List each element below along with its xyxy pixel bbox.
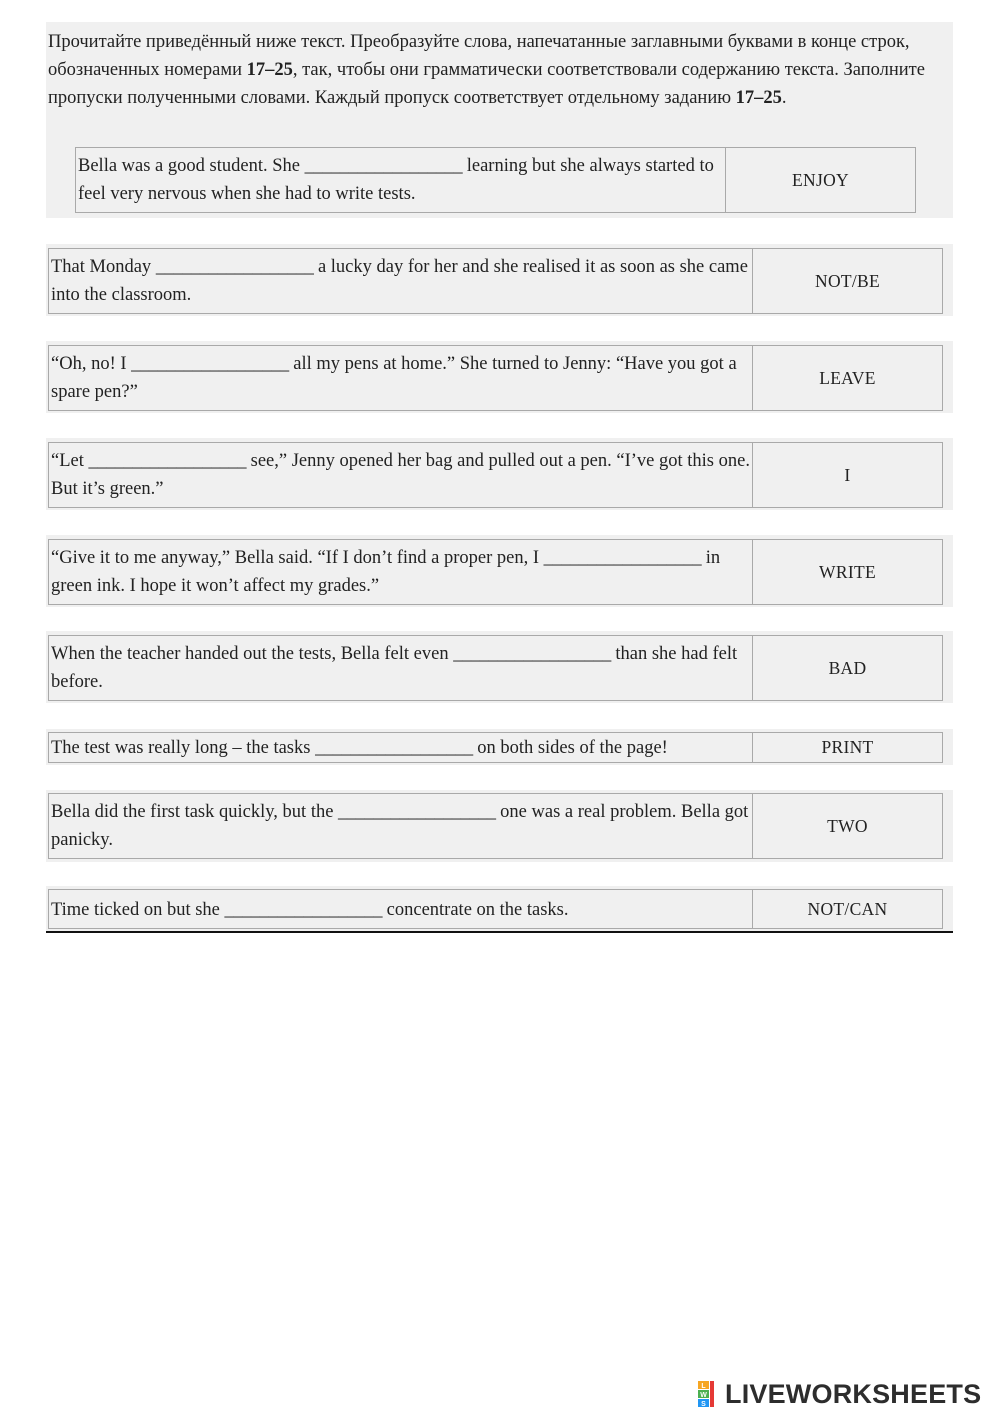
task-row <box>48 248 943 314</box>
task-row-wrap-8 <box>46 886 953 931</box>
task-keyword: NOT/BE <box>752 249 942 313</box>
task-sentence <box>49 733 752 762</box>
answer-blank[interactable]: __________________ <box>338 802 496 822</box>
task-text-before: “Let <box>51 451 89 471</box>
task-text-after: one was a real problem. Bella got panicky. <box>51 802 749 850</box>
task-row-wrap-6 <box>46 729 953 765</box>
task-text-before: Bella did the first task quickly, but the <box>51 802 339 822</box>
liveworksheets-logo-icon <box>698 1381 722 1407</box>
task-text-before: The test was really long – the tasks <box>51 738 316 758</box>
task-text-after: on both sides of the page! <box>472 738 668 758</box>
task-row <box>48 539 943 605</box>
logo-letter-w: W <box>700 1391 707 1399</box>
answer-blank[interactable]: __________________ <box>453 644 611 664</box>
task-row-wrap-7 <box>46 790 953 862</box>
example-row <box>75 147 916 213</box>
task-keyword: WRITE <box>752 540 942 604</box>
answer-blank[interactable]: __________________ <box>88 451 246 471</box>
task-text-after: in green ink. I hope it won’t affect my grades.” <box>51 548 721 596</box>
task-sentence <box>49 249 752 313</box>
answer-blank[interactable]: __________________ <box>131 354 289 374</box>
task-text-before: “Oh, no! I <box>51 354 132 374</box>
task-sentence <box>49 890 752 928</box>
instructions-block <box>46 22 953 218</box>
logo-bar <box>710 1381 714 1407</box>
logo-letter-s: S <box>701 1400 706 1407</box>
task-sentence <box>49 443 752 507</box>
task-text-after: see,” Jenny opened her bag and pulled out a pen. “I’ve got this one. But it’s green.” <box>51 451 750 499</box>
task-keyword: BAD <box>752 636 942 700</box>
liveworksheets-brand: LIVEWORKSHEETS <box>725 1378 982 1409</box>
task-text-before: “Give it to me anyway,” Bella said. “If I don’t find a proper pen, I <box>51 548 544 568</box>
bottom-divider <box>46 931 953 933</box>
answer-blank[interactable]: __________________ <box>224 900 383 920</box>
answer-blank[interactable]: __________________ <box>155 257 314 277</box>
task-sentence <box>49 346 752 410</box>
liveworksheets-logo[interactable] <box>698 1378 981 1410</box>
example-text-after: learning but she always started to feel very nervous when she had to write tests. <box>78 156 714 204</box>
instructions-part2: , так, чтобы они грамматически соответствовали содержанию текста. Заполните пропуски полученными словами. Каждый пропуск соответствует отдельному заданию <box>48 60 925 108</box>
example-sentence <box>76 148 725 212</box>
task-row <box>48 889 943 929</box>
task-row <box>48 732 943 763</box>
answer-blank[interactable]: __________________ <box>315 738 473 758</box>
task-range-2: 17–25 <box>735 88 782 108</box>
task-row-wrap-5 <box>46 631 953 703</box>
task-range-1: 17–25 <box>246 60 293 80</box>
task-sentence <box>49 794 752 858</box>
task-text-after: than she had felt before. <box>51 644 738 692</box>
task-keyword: TWO <box>752 794 942 858</box>
task-keyword: PRINT <box>752 733 942 762</box>
task-row <box>48 793 943 859</box>
task-row <box>48 635 943 701</box>
task-row-wrap-1 <box>46 244 953 316</box>
example-blank: __________________ <box>304 156 463 176</box>
task-row <box>48 345 943 411</box>
task-keyword: I <box>752 443 942 507</box>
task-sentence <box>49 636 752 700</box>
logo-letter-l: L <box>701 1382 706 1390</box>
example-keyword: ENJOY <box>725 148 915 212</box>
task-row-wrap-3 <box>46 438 953 510</box>
task-keyword: LEAVE <box>752 346 942 410</box>
task-text-before: That Monday <box>51 257 156 277</box>
task-row-wrap-4 <box>46 535 953 607</box>
task-text-before: When the teacher handed out the tests, Bella felt even <box>51 644 454 664</box>
task-row <box>48 442 943 508</box>
task-sentence <box>49 540 752 604</box>
instructions-part3: . <box>781 88 787 108</box>
task-text-before: Time ticked on but she <box>51 900 225 920</box>
task-text-after: a lucky day for her and she realised it as soon as she came into the classroom. <box>51 257 748 305</box>
task-keyword: NOT/CAN <box>752 890 942 928</box>
task-text-after: concentrate on the tasks. <box>382 900 569 920</box>
task-row-wrap-2 <box>46 341 953 413</box>
instructions-text <box>48 28 948 112</box>
task-text-after: all my pens at home.” She turned to Jenny: “Have you got a spare pen?” <box>51 354 737 402</box>
answer-blank[interactable]: __________________ <box>543 548 702 568</box>
example-text-before: Bella was a good student. She <box>78 156 305 176</box>
instructions-part1: Прочитайте приведённый ниже текст. Преобразуйте слова, напечатанные заглавными буквами в конце строк, обозначенных номерами <box>48 32 910 80</box>
